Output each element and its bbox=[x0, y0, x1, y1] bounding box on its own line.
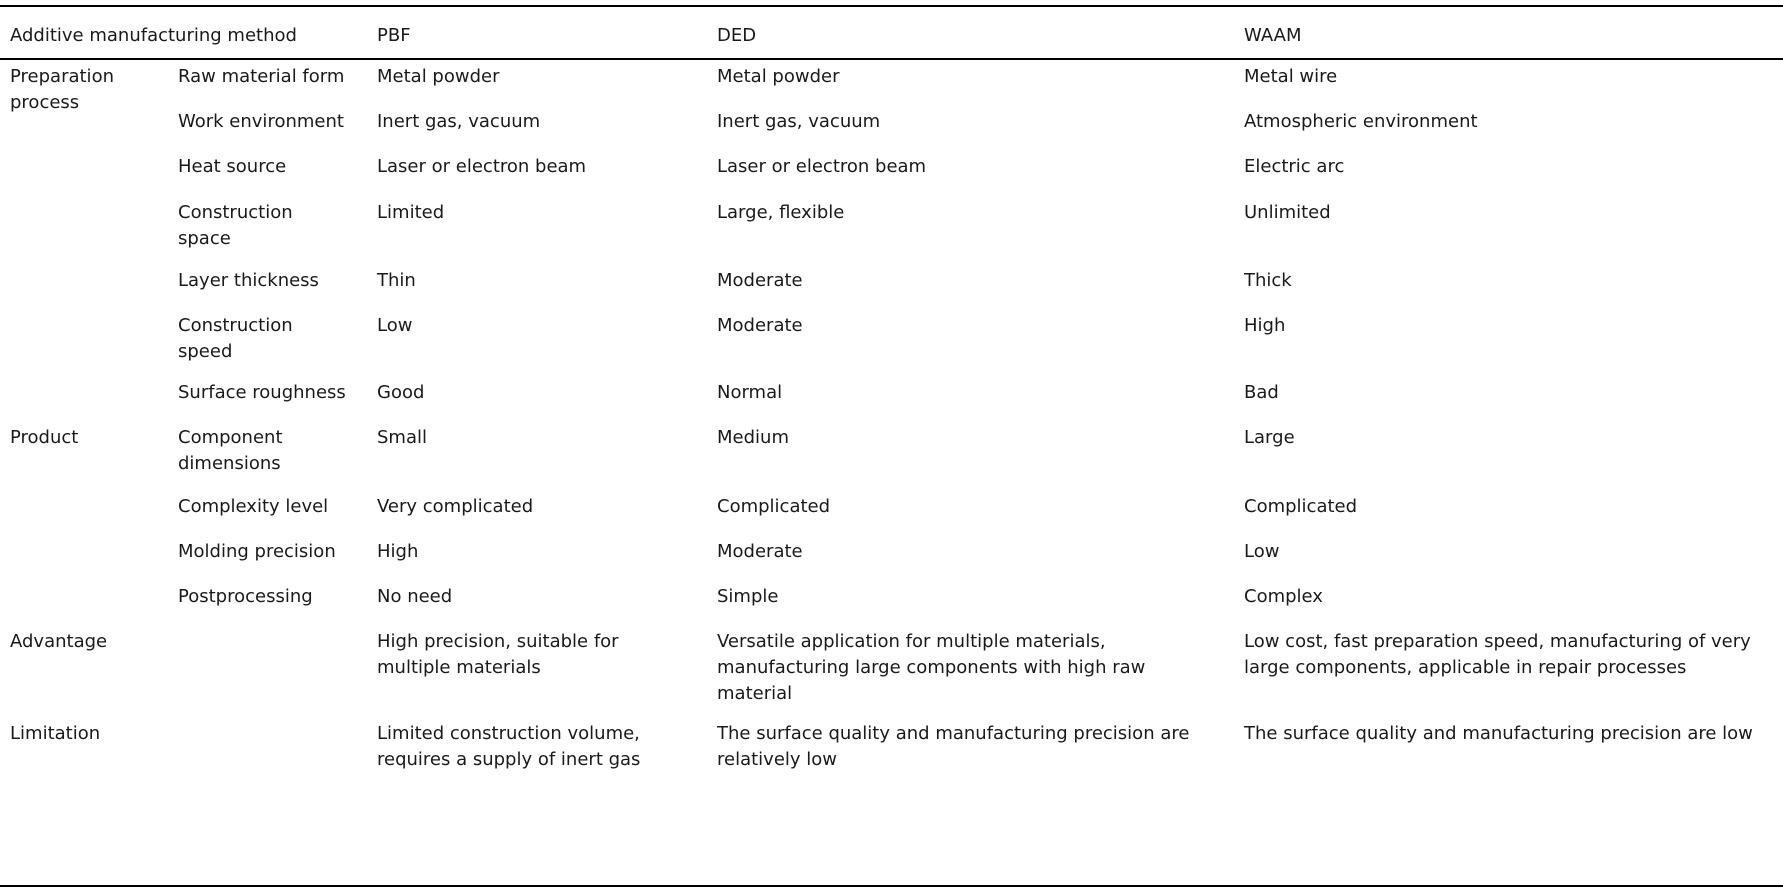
row-attribute: Construction space bbox=[178, 202, 293, 249]
group-product: Product bbox=[10, 427, 79, 448]
advantage-ded: Versatile application for multiple materials, manufacturing large components with high raw material bbox=[717, 631, 1146, 704]
cell-waam: Atmospheric environment bbox=[1244, 111, 1478, 132]
cell-waam: Complex bbox=[1244, 586, 1323, 607]
cell-waam: Bad bbox=[1244, 382, 1279, 403]
header-waam: WAAM bbox=[1244, 25, 1302, 46]
advantage-pbf: High precision, suitable for multiple materials bbox=[377, 631, 619, 678]
limitation-pbf: Limited construction volume, requires a supply of inert gas bbox=[377, 723, 641, 770]
cell-ded: Laser or electron beam bbox=[717, 156, 927, 177]
cell-ded: Complicated bbox=[717, 496, 831, 517]
cell-waam: Unlimited bbox=[1244, 202, 1331, 223]
cell-pbf: Good bbox=[377, 382, 425, 403]
comparison-table bbox=[0, 5, 1783, 887]
cell-pbf: Low bbox=[377, 315, 413, 336]
cell-waam: Thick bbox=[1244, 270, 1292, 291]
cell-ded: Inert gas, vacuum bbox=[717, 111, 881, 132]
row-attribute: Heat source bbox=[178, 156, 287, 177]
header-ded: DED bbox=[717, 25, 757, 46]
cell-ded: Moderate bbox=[717, 270, 803, 291]
cell-pbf: Laser or electron beam bbox=[377, 156, 587, 177]
header-pbf: PBF bbox=[377, 25, 411, 46]
row-attribute: Raw material form bbox=[178, 66, 345, 87]
cell-pbf: Very complicated bbox=[377, 496, 534, 517]
cell-pbf: Metal powder bbox=[377, 66, 500, 87]
header-method: Additive manufacturing method bbox=[10, 25, 297, 46]
cell-waam: Large bbox=[1244, 427, 1295, 448]
cell-ded: Moderate bbox=[717, 541, 803, 562]
cell-waam: Low bbox=[1244, 541, 1280, 562]
row-attribute: Surface roughness bbox=[178, 382, 346, 403]
group-preparation-process: Preparation process bbox=[10, 66, 114, 113]
row-attribute: Postprocessing bbox=[178, 586, 313, 607]
row-attribute: Component dimensions bbox=[178, 427, 283, 474]
cell-waam: Electric arc bbox=[1244, 156, 1345, 177]
cell-pbf: Limited bbox=[377, 202, 445, 223]
cell-waam: High bbox=[1244, 315, 1286, 336]
row-attribute: Work environment bbox=[178, 111, 344, 132]
cell-ded: Metal powder bbox=[717, 66, 840, 87]
row-attribute: Molding precision bbox=[178, 541, 336, 562]
limitation-ded: The surface quality and manufacturing precision are relatively low bbox=[717, 723, 1190, 770]
advantage-waam: Low cost, fast preparation speed, manufacturing of very large components, applicable in repair processes bbox=[1244, 631, 1751, 678]
row-attribute: Layer thickness bbox=[178, 270, 319, 291]
cell-waam: Metal wire bbox=[1244, 66, 1338, 87]
cell-ded: Normal bbox=[717, 382, 783, 403]
cell-pbf: Small bbox=[377, 427, 427, 448]
cell-ded: Large, flexible bbox=[717, 202, 845, 223]
row-attribute: Complexity level bbox=[178, 496, 329, 517]
cell-ded: Simple bbox=[717, 586, 779, 607]
cell-pbf: No need bbox=[377, 586, 453, 607]
limitation-waam: The surface quality and manufacturing precision are low bbox=[1244, 723, 1753, 744]
group-limitation: Limitation bbox=[10, 723, 101, 744]
table-header bbox=[0, 7, 1783, 60]
cell-pbf: High bbox=[377, 541, 419, 562]
cell-pbf: Thin bbox=[377, 270, 416, 291]
row-attribute: Construction speed bbox=[178, 315, 293, 362]
cell-pbf: Inert gas, vacuum bbox=[377, 111, 541, 132]
cell-waam: Complicated bbox=[1244, 496, 1358, 517]
cell-ded: Medium bbox=[717, 427, 789, 448]
group-advantage: Advantage bbox=[10, 631, 108, 652]
cell-ded: Moderate bbox=[717, 315, 803, 336]
